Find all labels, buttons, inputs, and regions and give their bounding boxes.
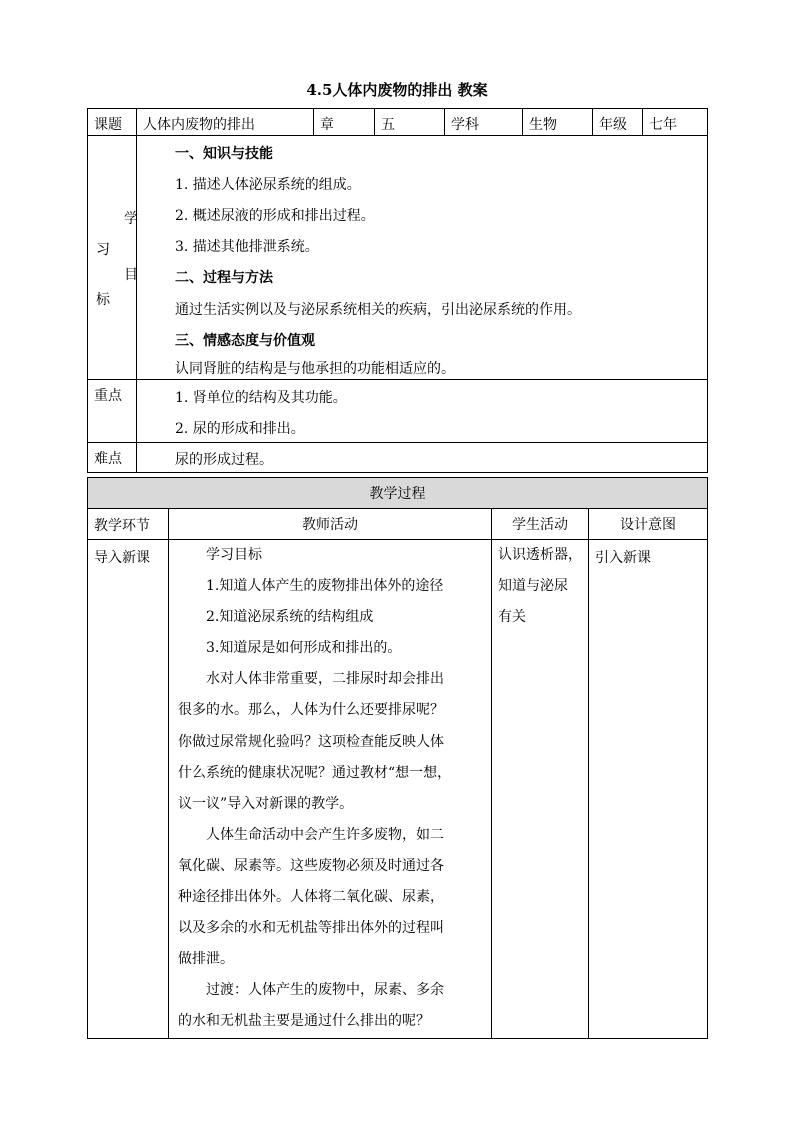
objectives-process-text: 通过生活实例以及与泌尿系统相关的疾病，引出泌尿系统的作用。 — [175, 302, 581, 318]
teacher-line: 学习目标 — [178, 547, 262, 563]
objectives-label-char-1: 学 — [124, 211, 138, 227]
process-section-title: 教学过程 — [88, 478, 708, 509]
objectives-knowledge-1: 1. 描述人体泌尿系统的组成。 — [175, 177, 361, 193]
student-line: 认识透析器， — [498, 547, 582, 563]
keypoints-content — [137, 380, 708, 443]
student-line: 知道与泌尿 — [498, 578, 568, 595]
teacher-line: 人体生命活动中会产生许多废物，如二 — [178, 826, 444, 843]
teacher-line: 你做过尿常规化验吗？这项检查能反映人体 — [178, 733, 444, 750]
teaching-process-table — [87, 477, 708, 1039]
teacher-line: 种途径排出体外。人体将二氧化碳、尿素， — [178, 889, 444, 906]
col-intent-header: 设计意图 — [589, 509, 708, 540]
objectives-heading-3: 三、情感态度与价值观 — [175, 333, 315, 349]
process-title-row — [88, 478, 708, 509]
process-header-row — [88, 509, 708, 540]
objectives-label — [88, 136, 137, 380]
header-row — [88, 109, 708, 136]
nianji-value: 七年 — [643, 109, 708, 136]
difficulty-label: 难点 — [88, 443, 137, 473]
teacher-line: 的水和无机盐主要是通过什么排出的呢？ — [178, 1013, 430, 1030]
teacher-line: 做排泄。 — [178, 951, 234, 968]
objectives-heading-1: 一、知识与技能 — [175, 146, 273, 162]
xueke-value: 生物 — [523, 109, 593, 136]
zhang-label: 章 — [314, 109, 375, 136]
objectives-attitude-text: 认同肾脏的结构是与他承担的功能相适应的。 — [175, 361, 455, 377]
teacher-activity-text — [178, 540, 491, 1038]
difficulty-row — [88, 443, 708, 473]
keypoints-label: 重点 — [88, 380, 137, 443]
objectives-label-char-2: 习 — [96, 242, 110, 258]
difficulty-text: 尿的形成过程。 — [175, 452, 273, 468]
col-teacher-header: 教师活动 — [169, 509, 492, 540]
teacher-line: 很多的水。那么，人体为什么还要排尿呢？ — [178, 702, 444, 719]
objectives-heading-2: 二、过程与方法 — [175, 270, 273, 286]
teacher-line: 1.知道人体产生的废物排出体外的途径 — [178, 578, 444, 595]
xueke-label: 学科 — [445, 109, 523, 136]
teacher-line: 2.知道泌尿系统的结构组成 — [178, 609, 374, 626]
stage-cell: 导入新课 — [88, 540, 169, 1039]
keypoints-row — [88, 380, 708, 443]
keti-value: 人体内废物的排出 — [137, 109, 314, 136]
keti-label: 课题 — [88, 109, 137, 136]
teacher-line: 议一议”导入对新课的教学。 — [178, 795, 354, 812]
student-activity-cell — [492, 540, 589, 1039]
teacher-line: 水对人体非常重要，二排尿时却会排出 — [178, 671, 444, 688]
design-intent-cell: 引入新课 — [589, 540, 708, 1039]
objectives-knowledge-3: 3. 描述其他排泄系统。 — [175, 239, 319, 255]
teacher-line: 氧化碳、尿素等。这些废物必须及时通过各 — [178, 857, 444, 874]
objectives-knowledge-2: 2. 概述尿液的形成和排出过程。 — [175, 208, 375, 224]
objectives-label-char-3: 目 — [124, 267, 138, 283]
col-stage-header: 教学环节 — [88, 509, 169, 540]
zhang-value: 五 — [375, 109, 445, 136]
difficulty-content — [137, 443, 708, 473]
lesson-info-table — [87, 108, 708, 473]
nianji-label: 年级 — [593, 109, 643, 136]
student-line: 有关 — [498, 609, 526, 626]
teacher-line: 3.知道尿是如何形成和排出的。 — [178, 640, 402, 657]
objectives-row — [88, 136, 708, 380]
teacher-activity-cell — [169, 540, 492, 1039]
student-activity-text — [498, 540, 588, 633]
keypoint-1: 1. 肾单位的结构及其功能。 — [175, 390, 347, 406]
teacher-line: 以及多余的水和无机盐等排出体外的过程叫 — [178, 920, 444, 937]
objectives-label-char-4: 标 — [96, 292, 110, 308]
page-title: 4.5人体内废物的排出 教案 — [306, 81, 488, 99]
teacher-line: 过渡：人体产生的废物中，尿素、多余 — [178, 982, 444, 999]
keypoint-2: 2. 尿的形成和排出。 — [175, 421, 305, 437]
process-row-intro — [88, 540, 708, 1039]
col-student-header: 学生活动 — [492, 509, 589, 540]
objectives-content — [137, 136, 708, 380]
teacher-line: 什么系统的健康状况呢？通过教材“想一想， — [178, 764, 452, 781]
